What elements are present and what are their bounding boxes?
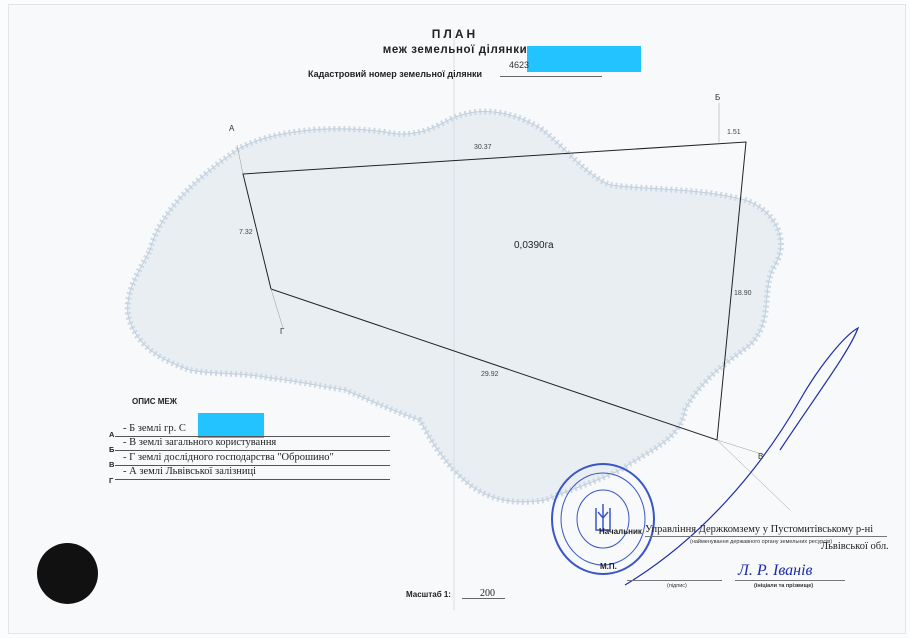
plan-title: ПЛАН <box>431 27 479 41</box>
boundary-row-letter: Б <box>109 445 115 454</box>
boundary-row: - Г землі дослідного господарства "Оброшино" <box>115 452 390 466</box>
boundary-row-letter: Г <box>109 476 114 485</box>
mp-label: М.П. <box>600 562 617 571</box>
chief-label: Начальник <box>599 527 642 536</box>
authority-underline <box>645 536 887 537</box>
authority-name: Управління Держкомзему у Пустомитівському р-ні <box>645 524 874 535</box>
boundary-row-letter: В <box>109 460 115 469</box>
scale-label: Масштаб 1: <box>406 590 451 599</box>
authority-note: (найменування державного органу земельних ресурсів) <box>690 539 833 545</box>
boundary-row-letter: А <box>109 430 115 439</box>
region-text: Львівської обл. <box>821 541 889 552</box>
cadastral-label: Кадастровий номер земельної ділянки <box>308 69 483 79</box>
vertex-g-label: Г <box>280 327 285 336</box>
plan-subtitle: меж земельної ділянки <box>382 44 528 56</box>
signature-name: Л. Р. Іванів <box>738 562 813 579</box>
length-left: 7.32 <box>239 229 253 236</box>
cadastral-underline <box>500 76 602 77</box>
signature-underline <box>627 580 722 581</box>
boundary-row: - А землі Львівської залізниці <box>115 466 390 480</box>
code-prefix: 4623 <box>509 60 530 70</box>
name-note: (ініціали та прізвище) <box>754 583 814 589</box>
redaction-circle <box>37 543 98 604</box>
vertex-b-label: Б <box>715 93 721 102</box>
vertex-a-label: А <box>229 124 235 133</box>
vertex-v-label: В <box>758 452 764 461</box>
boundary-row: - В землі загального користування <box>115 437 390 451</box>
redaction-box <box>527 46 641 72</box>
boundary-desc-title: ОПИС МЕЖ <box>132 397 177 406</box>
official-seal <box>548 460 658 578</box>
length-b-tick: 1.51 <box>727 129 741 136</box>
length-right: 18.90 <box>734 290 752 297</box>
signature-note: (підпис) <box>667 583 687 589</box>
plot-area: 0,0390га <box>514 240 554 251</box>
length-bottom: 29.92 <box>481 371 499 378</box>
name-underline <box>735 580 845 581</box>
scale-value: 200 <box>480 588 495 599</box>
boundary-row: - Б землі гр. С <box>115 423 390 437</box>
length-top: 30.37 <box>474 144 492 151</box>
